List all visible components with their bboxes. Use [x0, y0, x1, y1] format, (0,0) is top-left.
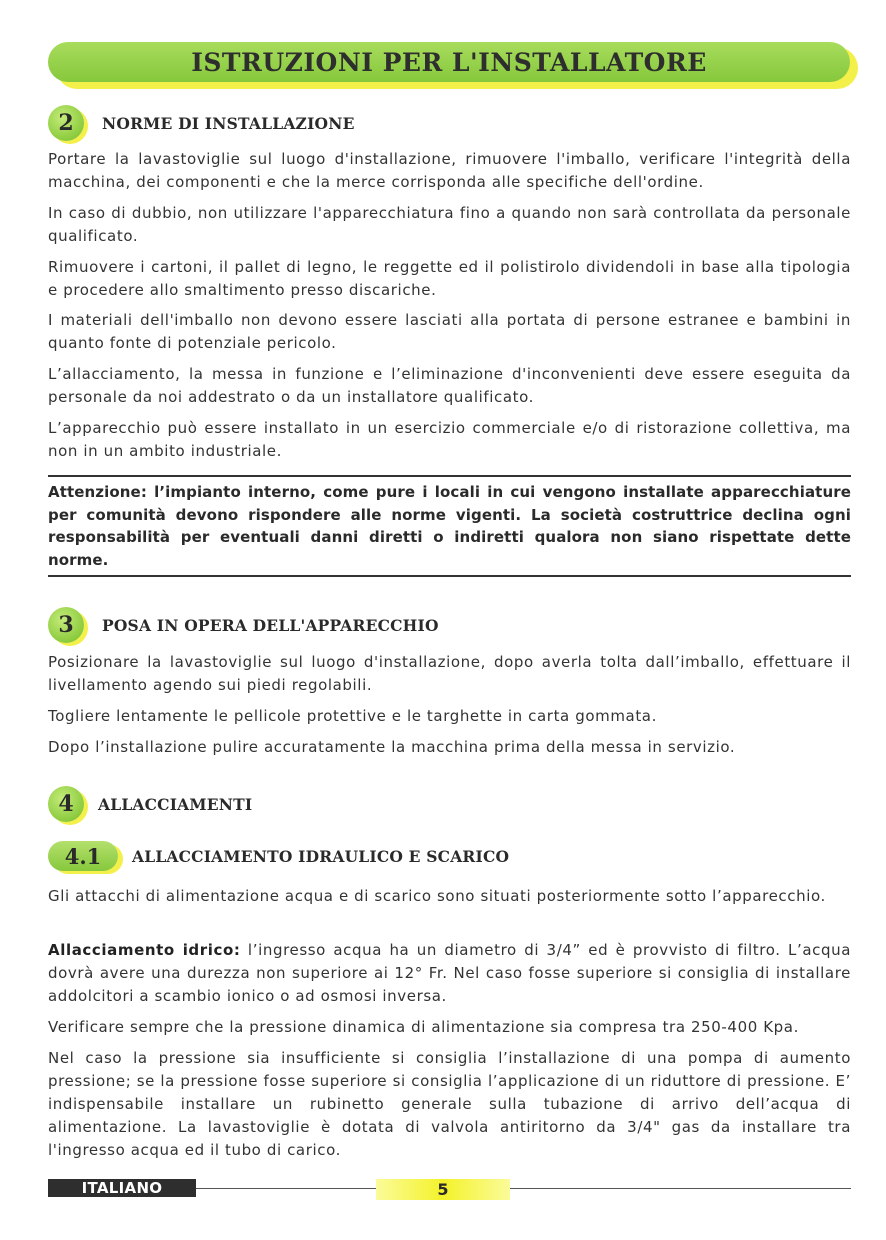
- page-number: 5: [376, 1179, 510, 1200]
- header-banner: [48, 42, 850, 82]
- section-2-paragraph-6: L’apparecchio può essere installato in un esercizio commerciale e/o di ristorazione collettiva, ma non in un ambito industriale.: [48, 419, 851, 460]
- section-3-title: POSA IN OPERA DELL'APPARECCHIO: [102, 615, 439, 635]
- subsection-4-1-paragraph-2: [48, 939, 851, 1008]
- water-connection-text: l’ingresso acqua ha un diametro di 3/4” ed è provvisto di filtro. L’acqua dovrà avere una durezza non superiore ai 12° Fr. Nel caso fosse superiore si consiglia di installare addolcitori a scambio ionico o ad osmosi inversa.: [48, 941, 851, 1005]
- subsection-4-1-number-badge: 4.1: [48, 841, 118, 871]
- section-2-title: NORME DI INSTALLAZIONE: [102, 113, 355, 133]
- subsection-4-1-title: ALLACCIAMENTO IDRAULICO E SCARICO: [132, 846, 510, 866]
- subsection-4-1-paragraph-4: Nel caso la pressione sia insufficiente si consiglia l’installazione di una pompa di aumento pressione; se la pressione fosse superiore si consiglia l’applicazione di un riduttore di pressione. E’ indispensabile installare un rubinetto generale sulla tubazione di arrivo dell’acqua di alimentazione. La lavastoviglie è dotata di valvola antiritorno da 3/4" gas da installare tra l'ingresso acqua ed il tubo di carico.: [48, 1049, 851, 1159]
- water-connection-label: Allacciamento idrico:: [48, 941, 241, 959]
- warning-notice: Attenzione: l’impianto interno, come pure i locali in cui vengono installate apparecchiature per comunità devono rispondere alle norme vigenti. La società costruttrice declina ogni responsabilità per eventuali danni diretti o indiretti qualora non siano rispettate dette norme.: [48, 483, 851, 569]
- section-3-paragraph-1: Posizionare la lavastoviglie sul luogo d'installazione, dopo averla tolta dall’imballo, effettuare il livellamento agendo sui piedi regolabili.: [48, 653, 851, 694]
- section-2-number-badge: 2: [48, 105, 84, 141]
- page-title: ISTRUZIONI PER L'INSTALLATORE: [191, 47, 707, 77]
- section-2-heading: [48, 105, 355, 141]
- section-4-number-badge: 4: [48, 786, 84, 822]
- warning-bottom-rule: [48, 575, 851, 577]
- subsection-4-1-paragraph-1: Gli attacchi di alimentazione acqua e di scarico sono situati posteriormente sotto l’apparecchio.: [48, 887, 826, 905]
- section-2-paragraph-4: I materiali dell'imballo non devono essere lasciati alla portata di persone estranee e bambini in quanto fonte di potenziale pericolo.: [48, 311, 851, 352]
- section-2-paragraph-3: Rimuovere i cartoni, il pallet di legno, le reggette ed il polistirolo dividendoli in base alla tipologia e procedere allo smaltimento presso discariche.: [48, 258, 851, 299]
- subsection-4-1-paragraph-3: Verificare sempre che la pressione dinamica di alimentazione sia compresa tra 250-400 Kpa.: [48, 1018, 799, 1036]
- section-2-paragraph-5: L’allacciamento, la messa in funzione e l’eliminazione d'inconvenienti deve essere eseguita da personale da noi addestrato o da un installatore qualificato.: [48, 365, 851, 406]
- section-3-paragraph-2: Togliere lentamente le pellicole protettive e le targhette in carta gommata.: [48, 707, 657, 725]
- section-2-paragraph-1: Portare la lavastoviglie sul luogo d'installazione, rimuovere l'imballo, verificare l'integrità della macchina, dei componenti e che la merce corrisponda alle specifiche dell'ordine.: [48, 150, 851, 191]
- section-3-number-badge: 3: [48, 607, 84, 643]
- footer-language-label: ITALIANO: [48, 1179, 196, 1197]
- section-3-heading: [48, 607, 439, 643]
- subsection-4-1-heading: [48, 841, 509, 871]
- section-4-title: ALLACCIAMENTI: [98, 794, 253, 814]
- section-4-heading: [48, 786, 252, 822]
- section-2-paragraph-2: In caso di dubbio, non utilizzare l'apparecchiatura fino a quando non sarà controllata da personale qualificato.: [48, 204, 851, 245]
- section-3-paragraph-3: Dopo l’installazione pulire accuratamente la macchina prima della messa in servizio.: [48, 738, 736, 756]
- warning-top-rule: [48, 475, 851, 477]
